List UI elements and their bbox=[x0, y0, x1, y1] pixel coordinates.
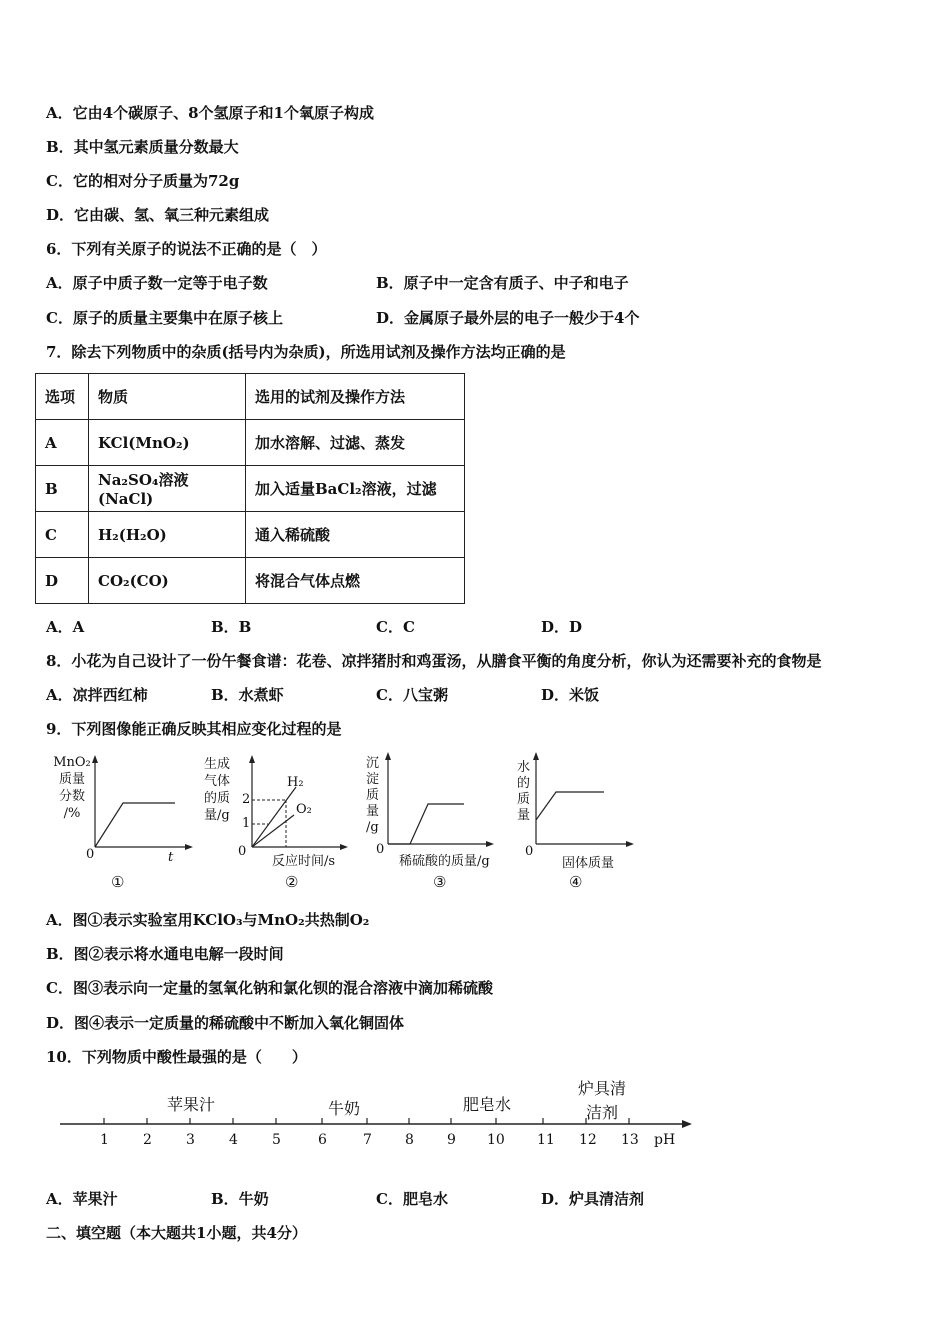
graph3-number: ③ bbox=[433, 873, 447, 891]
table-cell: H₂(H₂O) bbox=[89, 512, 246, 558]
q9-option-a: A．图①表示实验室用KClO₃与MnO₂共热制O₂ bbox=[46, 911, 370, 929]
graph2-o2-line bbox=[252, 815, 294, 847]
q7-stem: 7．除去下列物质中的杂质(括号内为杂质)，所选用试剂及操作方法均正确的是 bbox=[46, 343, 566, 361]
graph2-tick-2: 2 bbox=[242, 792, 251, 807]
table-row bbox=[36, 420, 465, 466]
table-cell: 加水溶解、过滤、蒸发 bbox=[246, 420, 465, 466]
q8-option-c: C．八宝粥 bbox=[376, 686, 448, 704]
q9-option-c: C．图③表示向一定量的氢氧化钠和氯化钡的混合溶液中滴加稀硫酸 bbox=[46, 979, 493, 997]
ph-number: 8 bbox=[405, 1132, 414, 1148]
graph1-origin: 0 bbox=[86, 847, 95, 862]
graph2-number: ② bbox=[285, 873, 299, 891]
table-cell: 通入稀硫酸 bbox=[246, 512, 465, 558]
arrowhead-icon bbox=[486, 841, 494, 847]
q5-option-b: B．其中氢元素质量分数最大 bbox=[46, 138, 239, 156]
ph-number: 1 bbox=[100, 1132, 109, 1148]
table-header-row bbox=[36, 374, 465, 420]
arrowhead-icon bbox=[626, 841, 634, 847]
graph4-ylabel: 水 的 质 量 bbox=[517, 760, 531, 823]
q7-option-d: D．D bbox=[541, 618, 583, 636]
ph-number: 11 bbox=[537, 1132, 555, 1148]
table-cell: CO₂(CO) bbox=[89, 558, 246, 604]
table-cell: Na₂SO₄溶液(NaCl) bbox=[89, 466, 246, 512]
graph4-curve bbox=[536, 792, 604, 820]
table-cell: A bbox=[36, 420, 89, 466]
q9-stem: 9．下列图像能正确反映其相应变化过程的是 bbox=[46, 720, 342, 738]
graph2-h2-line bbox=[252, 787, 296, 847]
arrowhead-icon bbox=[185, 844, 193, 850]
graph4-origin: 0 bbox=[525, 844, 534, 859]
ph-label-cleaner-1: 炉具清 bbox=[578, 1079, 627, 1098]
table-row bbox=[36, 466, 465, 512]
table-row bbox=[36, 512, 465, 558]
ph-number: 7 bbox=[363, 1132, 372, 1148]
ph-number: 13 bbox=[621, 1132, 639, 1148]
q10-option-d: D．炉具清洁剂 bbox=[541, 1190, 645, 1208]
ph-number: 4 bbox=[229, 1132, 238, 1148]
ph-number: 9 bbox=[447, 1132, 456, 1148]
arrowhead-icon bbox=[682, 1120, 692, 1128]
q7-table bbox=[35, 373, 465, 604]
graph3-origin: 0 bbox=[376, 842, 385, 857]
q10-stem: 10．下列物质中酸性最强的是（ ） bbox=[46, 1048, 307, 1066]
q9-option-b: B．图②表示将水通电电解一段时间 bbox=[46, 945, 284, 963]
q10-option-b: B．牛奶 bbox=[211, 1190, 269, 1208]
q7-option-c: C．C bbox=[376, 618, 415, 636]
q6-option-a: A．原子中质子数一定等于电子数 bbox=[46, 274, 268, 292]
ph-number: 6 bbox=[318, 1132, 327, 1148]
arrowhead-icon bbox=[249, 755, 255, 763]
arrowhead-icon bbox=[385, 752, 391, 760]
table-cell: C bbox=[36, 512, 89, 558]
q6-option-b: B．原子中一定含有质子、中子和电子 bbox=[376, 274, 629, 292]
q8-option-a: A．凉拌西红柿 bbox=[46, 686, 148, 704]
graph1-xlabel: t bbox=[168, 850, 174, 865]
table-row bbox=[36, 558, 465, 604]
ph-number: 3 bbox=[186, 1132, 195, 1148]
q9-option-d: D．图④表示一定质量的稀硫酸中不断加入氧化铜固体 bbox=[46, 1014, 405, 1032]
graph2-xlabel: 反应时间/s bbox=[272, 854, 336, 869]
graph1-number: ① bbox=[111, 873, 125, 891]
graph2-o2-label: O₂ bbox=[296, 802, 312, 817]
graph2-ylabel: 生成 气体 的质 量/g bbox=[204, 757, 231, 823]
graph2-origin: 0 bbox=[238, 844, 247, 859]
table-cell: KCl(MnO₂) bbox=[89, 420, 246, 466]
section-heading: 二、填空题（本大题共1小题，共4分） bbox=[46, 1224, 307, 1242]
ph-label-apple-juice: 苹果汁 bbox=[167, 1095, 216, 1114]
arrowhead-icon bbox=[533, 752, 539, 760]
q8-stem: 8．小花为自己设计了一份午餐食谱：花卷、凉拌猪肘和鸡蛋汤，从膳食平衡的角度分析，你认为还需要补充的食物是 bbox=[46, 652, 822, 670]
graph1-ylabel: MnO₂ 质量 分数 /% bbox=[53, 755, 91, 821]
q10-option-a: A．苹果汁 bbox=[46, 1190, 118, 1208]
q5-option-c: C．它的相对分子质量为72g bbox=[46, 172, 240, 190]
q8-option-d: D．米饭 bbox=[541, 686, 600, 704]
q6-option-c: C．原子的质量主要集中在原子核上 bbox=[46, 309, 283, 327]
q7-option-a: A．A bbox=[46, 618, 85, 636]
graph2 bbox=[240, 755, 350, 855]
ph-label-soap-water: 肥皂水 bbox=[463, 1095, 512, 1114]
graph3-ylabel: 沉 淀 质 量 /g bbox=[366, 756, 380, 835]
table-cell: B bbox=[36, 466, 89, 512]
graph3-curve bbox=[388, 804, 464, 844]
table-header-cell: 选用的试剂及操作方法 bbox=[246, 374, 465, 420]
graph4-number: ④ bbox=[569, 873, 583, 891]
arrowhead-icon bbox=[92, 755, 98, 763]
q5-option-d: D．它由碳、氢、氧三种元素组成 bbox=[46, 206, 270, 224]
table-cell: 将混合气体点燃 bbox=[246, 558, 465, 604]
graph1 bbox=[85, 755, 195, 855]
arrowhead-icon bbox=[340, 844, 348, 850]
ph-number: 2 bbox=[143, 1132, 152, 1148]
table-header-cell: 选项 bbox=[36, 374, 89, 420]
graph4 bbox=[528, 752, 638, 852]
table-header-cell: 物质 bbox=[89, 374, 246, 420]
table-cell: 加入适量BaCl₂溶液，过滤 bbox=[246, 466, 465, 512]
q6-stem: 6．下列有关原子的说法不正确的是（ ） bbox=[46, 240, 327, 258]
ph-axis-label: pH bbox=[654, 1132, 676, 1148]
q6-option-d: D．金属原子最外层的电子一般少于4个 bbox=[376, 309, 640, 327]
ph-number: 12 bbox=[579, 1132, 597, 1148]
graph1-curve bbox=[95, 803, 175, 847]
table-cell: D bbox=[36, 558, 89, 604]
graph2-h2-label: H₂ bbox=[287, 775, 304, 790]
ph-label-milk: 牛奶 bbox=[328, 1099, 361, 1118]
ph-label-cleaner-2: 洁剂 bbox=[586, 1103, 619, 1122]
q5-option-a: A．它由4个碳原子、8个氢原子和1个氧原子构成 bbox=[46, 104, 374, 122]
q8-option-b: B．水煮虾 bbox=[211, 686, 284, 704]
q10-option-c: C．肥皂水 bbox=[376, 1190, 448, 1208]
graph3-xlabel: 稀硫酸的质量/g bbox=[399, 854, 490, 869]
q7-option-b: B．B bbox=[211, 618, 252, 636]
graph4-xlabel: 固体质量 bbox=[562, 856, 615, 871]
ph-number: 5 bbox=[272, 1132, 281, 1148]
ph-number: 10 bbox=[487, 1132, 505, 1148]
graph2-tick-1: 1 bbox=[242, 816, 251, 831]
graph3 bbox=[378, 752, 498, 852]
